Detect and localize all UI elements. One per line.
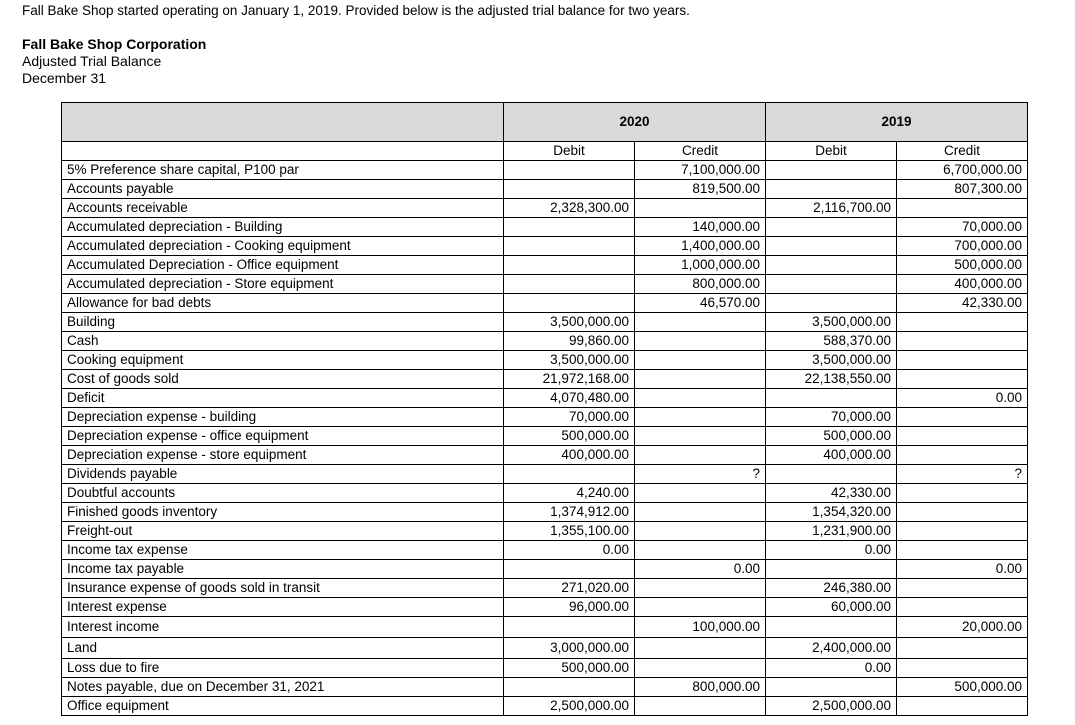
account-name-cell: Cost of goods sold	[62, 370, 504, 389]
table-row	[62, 560, 1028, 579]
debit-2020-cell: 3,500,000.00	[504, 313, 635, 332]
debit-2019-cell	[766, 617, 897, 638]
credit-2020-cell: 1,400,000.00	[635, 237, 766, 256]
account-name-cell: Accumulated depreciation - Cooking equipment	[62, 237, 504, 256]
debit-2019-cell: 22,138,550.00	[766, 370, 897, 389]
debit-2020-cell: 0.00	[504, 541, 635, 560]
table-row	[62, 503, 1028, 522]
debit-2020-cell: 500,000.00	[504, 659, 635, 678]
credit-2020-cell	[635, 697, 766, 716]
table-row	[62, 161, 1028, 180]
account-name-cell: Dividends payable	[62, 465, 504, 484]
credit-2019-cell	[897, 598, 1028, 617]
debit-2020-cell: 400,000.00	[504, 446, 635, 465]
account-name-cell: 5% Preference share capital, P100 par	[62, 161, 504, 180]
account-name-cell: Cooking equipment	[62, 351, 504, 370]
credit-2020-cell	[635, 370, 766, 389]
debit-2020-cell: 1,374,912.00	[504, 503, 635, 522]
debit-2019-cell: 2,400,000.00	[766, 638, 897, 659]
credit-2019-cell	[897, 408, 1028, 427]
debit-2020-header: Debit	[504, 142, 635, 161]
trial-balance-body	[62, 161, 1028, 716]
account-name-cell: Accumulated depreciation - Building	[62, 218, 504, 237]
debit-2020-cell: 271,020.00	[504, 579, 635, 598]
table-row	[62, 579, 1028, 598]
credit-2020-cell	[635, 522, 766, 541]
debit-2020-cell: 99,860.00	[504, 332, 635, 351]
debit-2020-cell: 2,500,000.00	[504, 697, 635, 716]
credit-2019-cell	[897, 332, 1028, 351]
table-row	[62, 237, 1028, 256]
table-row	[62, 275, 1028, 294]
debit-2019-cell	[766, 678, 897, 697]
debit-2020-cell	[504, 294, 635, 313]
account-name-cell: Accounts receivable	[62, 199, 504, 218]
debit-2019-cell: 246,380.00	[766, 579, 897, 598]
credit-2020-cell	[635, 659, 766, 678]
credit-2019-cell: 500,000.00	[897, 678, 1028, 697]
debit-2020-cell: 70,000.00	[504, 408, 635, 427]
debit-2019-cell: 60,000.00	[766, 598, 897, 617]
credit-2020-cell	[635, 598, 766, 617]
credit-2020-cell	[635, 541, 766, 560]
table-row	[62, 598, 1028, 617]
table-row	[62, 638, 1028, 659]
account-name-cell: Accumulated depreciation - Store equipment	[62, 275, 504, 294]
debit-2020-cell	[504, 256, 635, 275]
debit-2019-cell: 2,116,700.00	[766, 199, 897, 218]
account-name-cell: Land	[62, 638, 504, 659]
credit-2020-cell	[635, 638, 766, 659]
debit-2019-cell: 1,231,900.00	[766, 522, 897, 541]
credit-2019-cell	[897, 427, 1028, 446]
debit-2020-cell: 4,070,480.00	[504, 389, 635, 408]
debit-2019-cell	[766, 161, 897, 180]
debit-2020-cell	[504, 275, 635, 294]
credit-2020-cell: 7,100,000.00	[635, 161, 766, 180]
credit-2019-cell: 6,700,000.00	[897, 161, 1028, 180]
credit-2019-cell	[897, 446, 1028, 465]
table-row	[62, 294, 1028, 313]
credit-2020-cell: 800,000.00	[635, 678, 766, 697]
debit-2020-cell	[504, 465, 635, 484]
credit-2019-cell: 500,000.00	[897, 256, 1028, 275]
debit-2020-cell: 96,000.00	[504, 598, 635, 617]
table-row	[62, 351, 1028, 370]
debit-2019-cell	[766, 560, 897, 579]
credit-2019-cell: 20,000.00	[897, 617, 1028, 638]
table-row	[62, 370, 1028, 389]
table-row	[62, 697, 1028, 716]
table-row	[62, 313, 1028, 332]
credit-2019-cell	[897, 579, 1028, 598]
credit-2020-cell	[635, 446, 766, 465]
table-row	[62, 484, 1028, 503]
credit-2020-cell	[635, 199, 766, 218]
account-name-cell: Allowance for bad debts	[62, 294, 504, 313]
intro-text: Fall Bake Shop started operating on January 1, 2019. Provided below is the adjusted trial balance for two years.	[22, 3, 690, 18]
credit-2019-cell: 0.00	[897, 389, 1028, 408]
account-name-cell: Insurance expense of goods sold in transit	[62, 579, 504, 598]
debit-2020-cell	[504, 161, 635, 180]
account-name-cell: Building	[62, 313, 504, 332]
credit-2019-cell: 700,000.00	[897, 237, 1028, 256]
account-name-cell: Loss due to fire	[62, 659, 504, 678]
credit-2020-cell	[635, 332, 766, 351]
table-row	[62, 256, 1028, 275]
credit-2020-cell	[635, 503, 766, 522]
credit-2020-cell	[635, 313, 766, 332]
table-row	[62, 678, 1028, 697]
debit-2019-cell	[766, 180, 897, 199]
debit-2019-cell	[766, 389, 897, 408]
debit-2020-cell	[504, 218, 635, 237]
account-name-cell: Depreciation expense - store equipment	[62, 446, 504, 465]
report-date: December 31	[22, 70, 107, 86]
credit-2019-cell: 42,330.00	[897, 294, 1028, 313]
credit-2020-cell	[635, 484, 766, 503]
account-name-cell: Finished goods inventory	[62, 503, 504, 522]
table-row	[62, 465, 1028, 484]
account-name-cell: Interest income	[62, 617, 504, 638]
table-row	[62, 541, 1028, 560]
debit-2019-cell: 400,000.00	[766, 446, 897, 465]
account-header-cell	[62, 103, 504, 142]
year-2020-header: 2020	[504, 103, 766, 142]
debit-2019-cell: 0.00	[766, 659, 897, 678]
account-name-cell: Deficit	[62, 389, 504, 408]
debit-2020-cell	[504, 180, 635, 199]
table-row	[62, 332, 1028, 351]
table-row	[62, 659, 1028, 678]
credit-2020-cell: 0.00	[635, 560, 766, 579]
credit-2019-cell: 70,000.00	[897, 218, 1028, 237]
credit-2020-cell: ?	[635, 465, 766, 484]
debit-2019-cell: 588,370.00	[766, 332, 897, 351]
table-row	[62, 427, 1028, 446]
credit-2019-cell	[897, 199, 1028, 218]
account-name-cell: Freight-out	[62, 522, 504, 541]
trial-balance-table	[61, 102, 1028, 716]
debit-2020-cell: 3,000,000.00	[504, 638, 635, 659]
debit-2019-cell: 3,500,000.00	[766, 313, 897, 332]
debit-2019-header: Debit	[766, 142, 897, 161]
debit-2019-cell	[766, 218, 897, 237]
account-name-cell: Accumulated Depreciation - Office equipment	[62, 256, 504, 275]
debit-2019-cell	[766, 237, 897, 256]
credit-2019-cell	[897, 659, 1028, 678]
table-row	[62, 446, 1028, 465]
credit-2019-cell: 400,000.00	[897, 275, 1028, 294]
debit-2019-cell	[766, 275, 897, 294]
debit-2019-cell: 1,354,320.00	[766, 503, 897, 522]
credit-2019-cell	[897, 313, 1028, 332]
debit-2020-cell	[504, 617, 635, 638]
debit-2020-cell	[504, 237, 635, 256]
debit-2019-cell: 0.00	[766, 541, 897, 560]
credit-2020-cell: 819,500.00	[635, 180, 766, 199]
credit-2020-cell: 100,000.00	[635, 617, 766, 638]
account-name-cell: Cash	[62, 332, 504, 351]
debit-2020-cell: 1,355,100.00	[504, 522, 635, 541]
credit-2020-cell: 46,570.00	[635, 294, 766, 313]
credit-2019-cell: ?	[897, 465, 1028, 484]
debit-2019-cell	[766, 256, 897, 275]
account-name-cell: Depreciation expense - office equipment	[62, 427, 504, 446]
credit-2020-cell: 140,000.00	[635, 218, 766, 237]
credit-2019-cell	[897, 503, 1028, 522]
debit-2020-cell: 2,328,300.00	[504, 199, 635, 218]
credit-2020-header: Credit	[635, 142, 766, 161]
debit-2020-cell: 21,972,168.00	[504, 370, 635, 389]
credit-2019-cell: 0.00	[897, 560, 1028, 579]
credit-2019-cell	[897, 351, 1028, 370]
debit-2020-cell	[504, 678, 635, 697]
table-row	[62, 180, 1028, 199]
table-row	[62, 199, 1028, 218]
credit-2019-cell: 807,300.00	[897, 180, 1028, 199]
credit-2019-cell	[897, 638, 1028, 659]
account-name-cell: Notes payable, due on December 31, 2021	[62, 678, 504, 697]
debit-2020-cell: 500,000.00	[504, 427, 635, 446]
credit-2020-cell: 800,000.00	[635, 275, 766, 294]
credit-2019-cell	[897, 370, 1028, 389]
credit-2020-cell	[635, 579, 766, 598]
debit-2020-cell	[504, 560, 635, 579]
report-title: Adjusted Trial Balance	[22, 53, 162, 69]
credit-2019-cell	[897, 541, 1028, 560]
debit-2020-cell: 3,500,000.00	[504, 351, 635, 370]
account-name-cell: Doubtful accounts	[62, 484, 504, 503]
year-2019-header: 2019	[766, 103, 1028, 142]
debit-2019-cell	[766, 465, 897, 484]
debit-2019-cell	[766, 294, 897, 313]
account-name-cell: Income tax expense	[62, 541, 504, 560]
credit-2020-cell	[635, 427, 766, 446]
account-name-cell: Accounts payable	[62, 180, 504, 199]
debit-2019-cell: 2,500,000.00	[766, 697, 897, 716]
debit-2019-cell: 42,330.00	[766, 484, 897, 503]
debit-2020-cell: 4,240.00	[504, 484, 635, 503]
account-name-cell: Office equipment	[62, 697, 504, 716]
credit-2020-cell	[635, 408, 766, 427]
credit-2020-cell: 1,000,000.00	[635, 256, 766, 275]
credit-2019-cell	[897, 697, 1028, 716]
table-row	[62, 522, 1028, 541]
table-row	[62, 408, 1028, 427]
table-row	[62, 218, 1028, 237]
table-row	[62, 389, 1028, 408]
credit-2020-cell	[635, 389, 766, 408]
account-name-cell: Income tax payable	[62, 560, 504, 579]
account-subheader-cell	[62, 142, 504, 161]
table-row	[62, 617, 1028, 638]
debit-2019-cell: 3,500,000.00	[766, 351, 897, 370]
credit-2019-cell	[897, 484, 1028, 503]
debit-2019-cell: 500,000.00	[766, 427, 897, 446]
credit-2019-cell	[897, 522, 1028, 541]
credit-2020-cell	[635, 351, 766, 370]
company-name: Fall Bake Shop Corporation	[22, 36, 207, 52]
account-name-cell: Depreciation expense - building	[62, 408, 504, 427]
account-name-cell: Interest expense	[62, 598, 504, 617]
debit-2019-cell: 70,000.00	[766, 408, 897, 427]
credit-2019-header: Credit	[897, 142, 1028, 161]
